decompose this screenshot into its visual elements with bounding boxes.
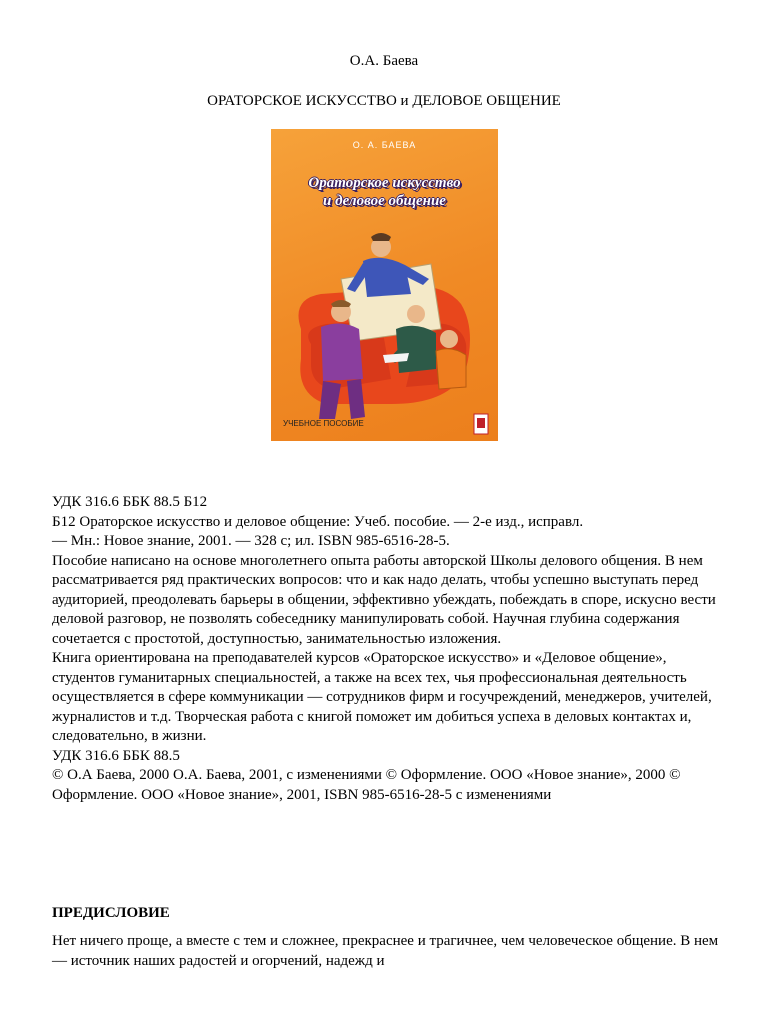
catalog-entry: Б12 Ораторское искусство и деловое общение: Учеб. пособие. — 2-е изд., исправл. [52,513,584,530]
cover-title [279,174,490,210]
cover-subtitle: УЧЕБНОЕ ПОСОБИЕ [283,419,364,428]
abstract-paragraph-2: Книга ориентирована на преподавателей курсов «Ораторское искусство» и «Деловое общение», студентов гуманитарных специальностей, а также на всех тех, чья профессиональная деятельность осуществляется в сфере коммуникации — сотрудников фирм и госучреждений, менеджеров, учителей, журналистов и т.д. Творческая работа с книгой поможет им добиться успеха в деловых контактах и, следовательно, в жизни. [52,650,712,744]
cover-title-line2: и деловое общение [323,193,446,209]
cover-author: О. А. БАЕВА [352,140,417,150]
udk-line-2: УДК 316.6 ББК 88.5 [52,747,180,764]
udk-line: УДК 316.6 ББК 88.5 Б12 [52,494,208,510]
copyright-line: © О.А Баева, 2000 О.А. Баева, 2001, с изменениями © Оформление. ООО «Новое знание», 2000 © Оформление. ООО «Новое знание», 2001, ISBN 985-6516-28-5 с изменениями [52,767,681,803]
preface-heading: ПРЕДИСЛОВИЕ [52,905,170,921]
preface-text: Нет ничего проще, а вместе с тем и сложнее, прекраснее и трагичнее, чем человеческое общение. В нем — источник наших радостей и огорчений, надежд и [52,933,719,969]
preface-body [52,932,722,971]
publisher-line: — Мн.: Новое знание, 2001. — 328 с; ил. ISBN 985-6516-28-5. [52,533,450,549]
bibliographic-block [52,493,722,805]
book-cover-image [271,129,498,441]
book-title: ОРАТОРСКОЕ ИСКУССТВО и ДЕЛОВОЕ ОБЩЕНИЕ [207,93,561,109]
cover-title-line1: Ораторское искусство [308,175,461,191]
abstract-paragraph-1: Пособие написано на основе многолетнего опыта работы авторской Школы делового общения. В нем рассматривается ряд практических вопросов: что и как надо делать, чтобы успешно выступать перед аудиторией, преодолевать барьеры в общении, эффективно убеждать, побеждать в споре, искусно вести деловой разговор, не позволять собеседнику манипулировать собой. Научная глубина содержания сочетается с простотой, доступностью, занимательностью изложения. [52,552,716,647]
author-line: О.А. Баева [349,53,419,69]
